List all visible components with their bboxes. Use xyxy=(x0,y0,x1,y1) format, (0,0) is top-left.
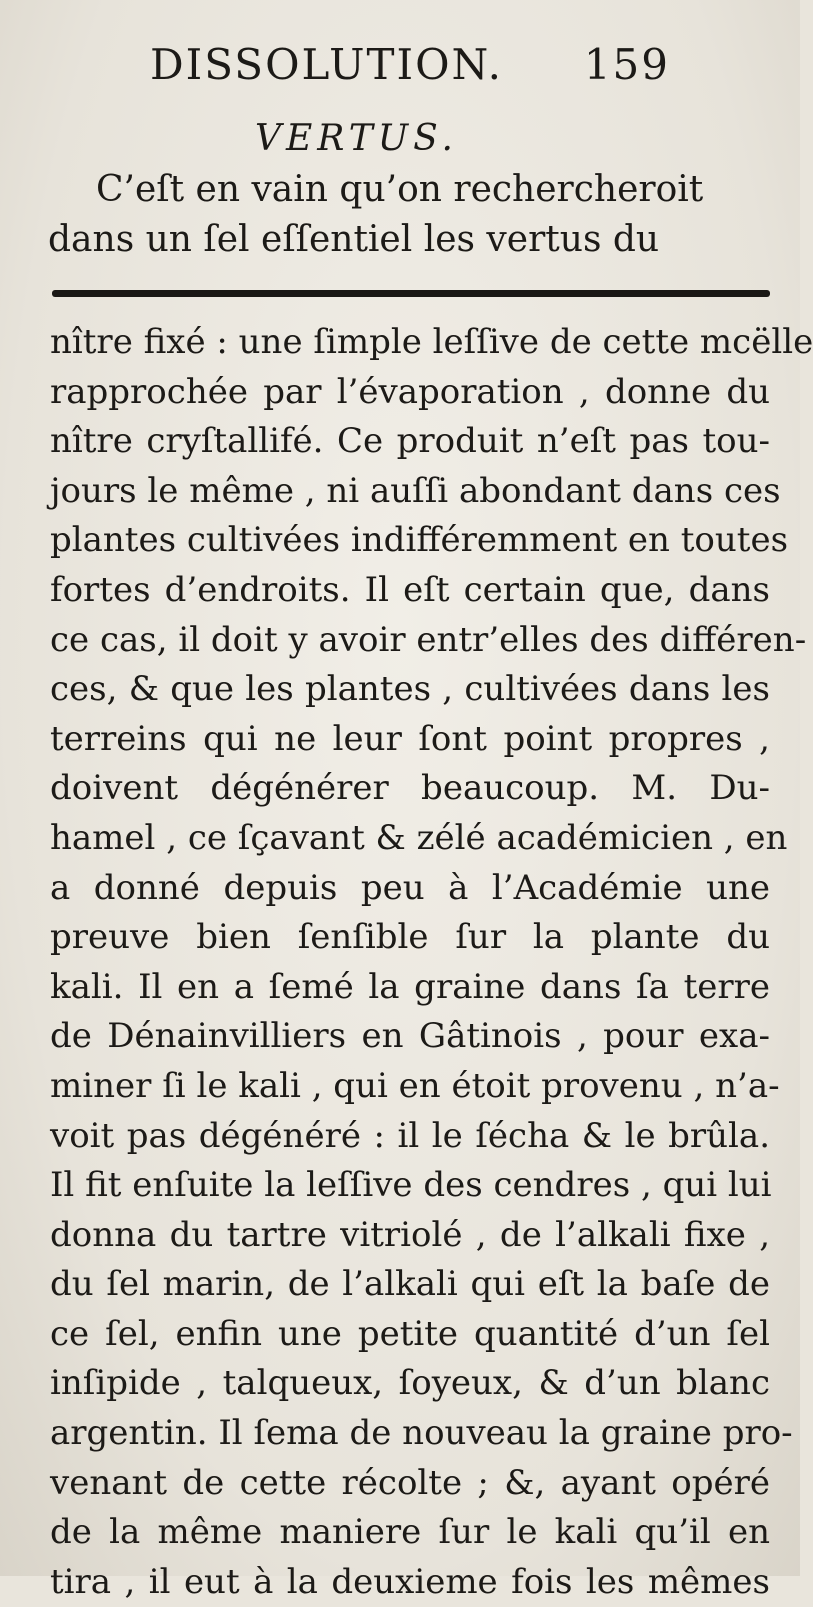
text-line: terreins qui ne leur ſont point propres , xyxy=(50,718,770,759)
text-line: fortes d’endroits. Il eſt certain que, dans xyxy=(50,569,770,610)
text-line: ce ſel, enfin une petite quantité d’un ſel xyxy=(50,1313,770,1354)
horizontal-rule xyxy=(52,290,770,297)
text-line: a donné depuis peu à l’Académie une xyxy=(50,867,770,908)
text-line: inſipide , talqueux, ſoyeux, & d’un blanc xyxy=(50,1363,770,1404)
text-line: nître cryſtallifé. Ce produit n’eſt pas tou- xyxy=(50,421,770,462)
intro-paragraph xyxy=(48,165,768,265)
page-header xyxy=(150,40,670,89)
text-line: voit pas dégénéré : il le ſécha & le brûla. xyxy=(50,1115,770,1156)
text-line: rapprochée par l’évaporation , donne du xyxy=(50,371,770,412)
running-head: DISSOLUTION. xyxy=(150,40,503,89)
text-line: jours le même , ni auſſi abondant dans ces xyxy=(50,470,781,511)
text-line: dans un ſel eſſentiel les vertus du xyxy=(48,219,660,260)
text-line: doivent dégénérer beaucoup. M. Du- xyxy=(50,768,770,809)
text-line: Il fit enſuite la leſſive des cendres , qui lui xyxy=(50,1165,772,1206)
text-line: du ſel marin, de l’alkali qui eſt la baſe de xyxy=(50,1264,770,1305)
text-line: miner ſi le kali , qui en étoit provenu , n’a- xyxy=(50,1065,780,1106)
text-line: tira , il eut à la deuxieme fois les mêmes xyxy=(50,1561,770,1602)
text-line: C’eſt en vain qu’on rechercheroit xyxy=(96,169,704,210)
text-line: hamel , ce ſçavant & zélé académicien , en xyxy=(50,817,788,858)
section-title: VERTUS. xyxy=(255,118,458,159)
text-line: de la même maniere ſur le kali qu’il en xyxy=(50,1512,770,1553)
text-line: plantes cultivées indifféremment en toutes xyxy=(50,520,789,561)
body-text xyxy=(50,318,813,1607)
text-line: de Dénainvilliers en Gâtinois , pour exa- xyxy=(50,1016,770,1057)
text-line: preuve bien ſenſible ſur la plante du xyxy=(50,917,770,958)
text-line: argentin. Il ſema de nouveau la graine pro- xyxy=(50,1413,793,1454)
text-line: nître fixé : une ſimple leſſive de cette mcëlle xyxy=(50,322,813,362)
page-number: 159 xyxy=(583,40,670,89)
text-line: venant de cette récolte ; &, ayant opéré xyxy=(50,1462,770,1503)
text-line: ce cas, il doit y avoir entr’elles des différen- xyxy=(50,619,807,660)
text-line: donna du tartre vitriolé , de l’alkali fixe , xyxy=(50,1214,770,1255)
text-line: kali. Il en a ſemé la graine dans ſa terre xyxy=(50,966,770,1007)
text-line: ces, & que les plantes , cultivées dans les xyxy=(50,669,770,710)
